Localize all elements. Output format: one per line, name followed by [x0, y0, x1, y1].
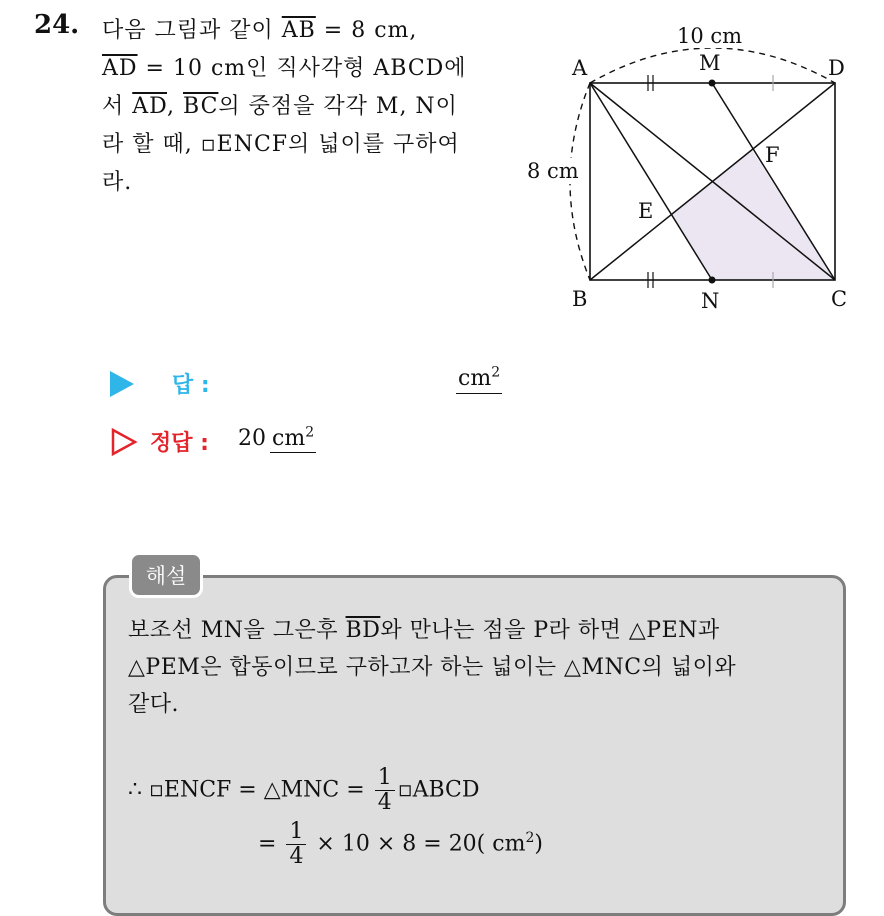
segment-bc: $\overline{BC}$ — [183, 94, 219, 119]
formula-line-1 — [128, 766, 480, 815]
text: 의 중점을 각각 M, N이 — [218, 94, 458, 119]
text: , — [167, 94, 183, 119]
fraction — [286, 820, 306, 869]
text: × 10 × 8 = 20( cm — [309, 831, 526, 857]
correct-arrow-icon — [110, 428, 138, 456]
answer-blank[interactable] — [456, 366, 502, 394]
point-m-dot — [709, 80, 716, 87]
fraction — [375, 766, 395, 815]
exponent: 2 — [525, 830, 535, 847]
text: 보조선 MN을 그은후 — [128, 618, 346, 643]
point-a-label: A — [572, 56, 588, 80]
explanation-text — [128, 612, 833, 723]
answer-unit: cm — [458, 366, 492, 391]
text: = — [258, 831, 284, 857]
explanation-tab: 해설 — [129, 552, 203, 598]
point-f-label: F — [765, 143, 780, 167]
rectangle-diagram — [515, 18, 870, 318]
problem-line-3 — [102, 88, 502, 126]
problem-line-2 — [102, 50, 502, 88]
answer-label: 답 : — [172, 373, 210, 398]
point-c-label: C — [831, 287, 848, 311]
problem-line-4: 라 할 때, ▫ENCF의 넓이를 구하여 — [102, 132, 460, 157]
segment-ad: $\overline{AD}$ — [132, 94, 167, 119]
denominator: 4 — [289, 844, 304, 869]
top-dimension-label: 10 cm — [677, 24, 743, 48]
text: ▫ABCD — [397, 777, 480, 803]
text: ) — [534, 831, 543, 857]
segment-an — [590, 83, 712, 280]
numerator: 1 — [286, 820, 306, 845]
point-b-label: B — [572, 287, 588, 311]
correct-unit-text: cm — [272, 426, 306, 451]
text: = 8 cm, — [315, 18, 418, 43]
problem-line-5: 라. — [102, 170, 133, 195]
left-dimension-label: 8 cm — [527, 159, 579, 183]
answer-row — [110, 366, 530, 402]
segment-ab: $\overline{AB}$ — [281, 18, 316, 43]
text: 다음 그림과 같이 — [102, 18, 282, 43]
explanation-line-3: 같다. — [128, 692, 179, 717]
correct-number: 20 — [238, 426, 266, 451]
denominator: 4 — [377, 790, 392, 815]
correct-answer-row — [110, 424, 530, 464]
problem-statement — [102, 12, 502, 202]
segment-bd: $\overline{BD}$ — [345, 618, 381, 643]
correct-answer-label: 정답 : — [150, 431, 209, 456]
answer-arrow-icon — [110, 371, 134, 397]
point-e-label: E — [638, 199, 654, 223]
explanation-line-2: △PEM은 합동이므로 구하고자 하는 넓이는 △MNC의 넓이와 — [128, 655, 737, 680]
correct-unit-exponent: 2 — [305, 424, 315, 441]
point-n-dot — [709, 277, 716, 284]
answer-unit-exponent: 2 — [491, 364, 501, 381]
correct-answer-value — [238, 426, 316, 451]
point-m-label: M — [699, 51, 721, 75]
point-d-label: D — [828, 56, 845, 80]
problem-line-1 — [102, 12, 502, 50]
point-n-label: N — [701, 289, 720, 313]
text: 와 만나는 점을 P라 하면 △PEN과 — [380, 618, 720, 643]
text: = 10 cm인 직사각형 ABCD에 — [137, 56, 467, 81]
problem-number: 24. — [34, 10, 80, 40]
formula-line-2 — [258, 820, 543, 869]
text: 서 — [102, 94, 133, 119]
numerator: 1 — [375, 766, 395, 791]
segment-ad: $\overline{AD}$ — [102, 56, 138, 81]
explanation-line-1 — [128, 612, 833, 649]
text: ∴ ▫ENCF = △MNC = — [128, 777, 372, 803]
correct-unit — [270, 426, 316, 453]
